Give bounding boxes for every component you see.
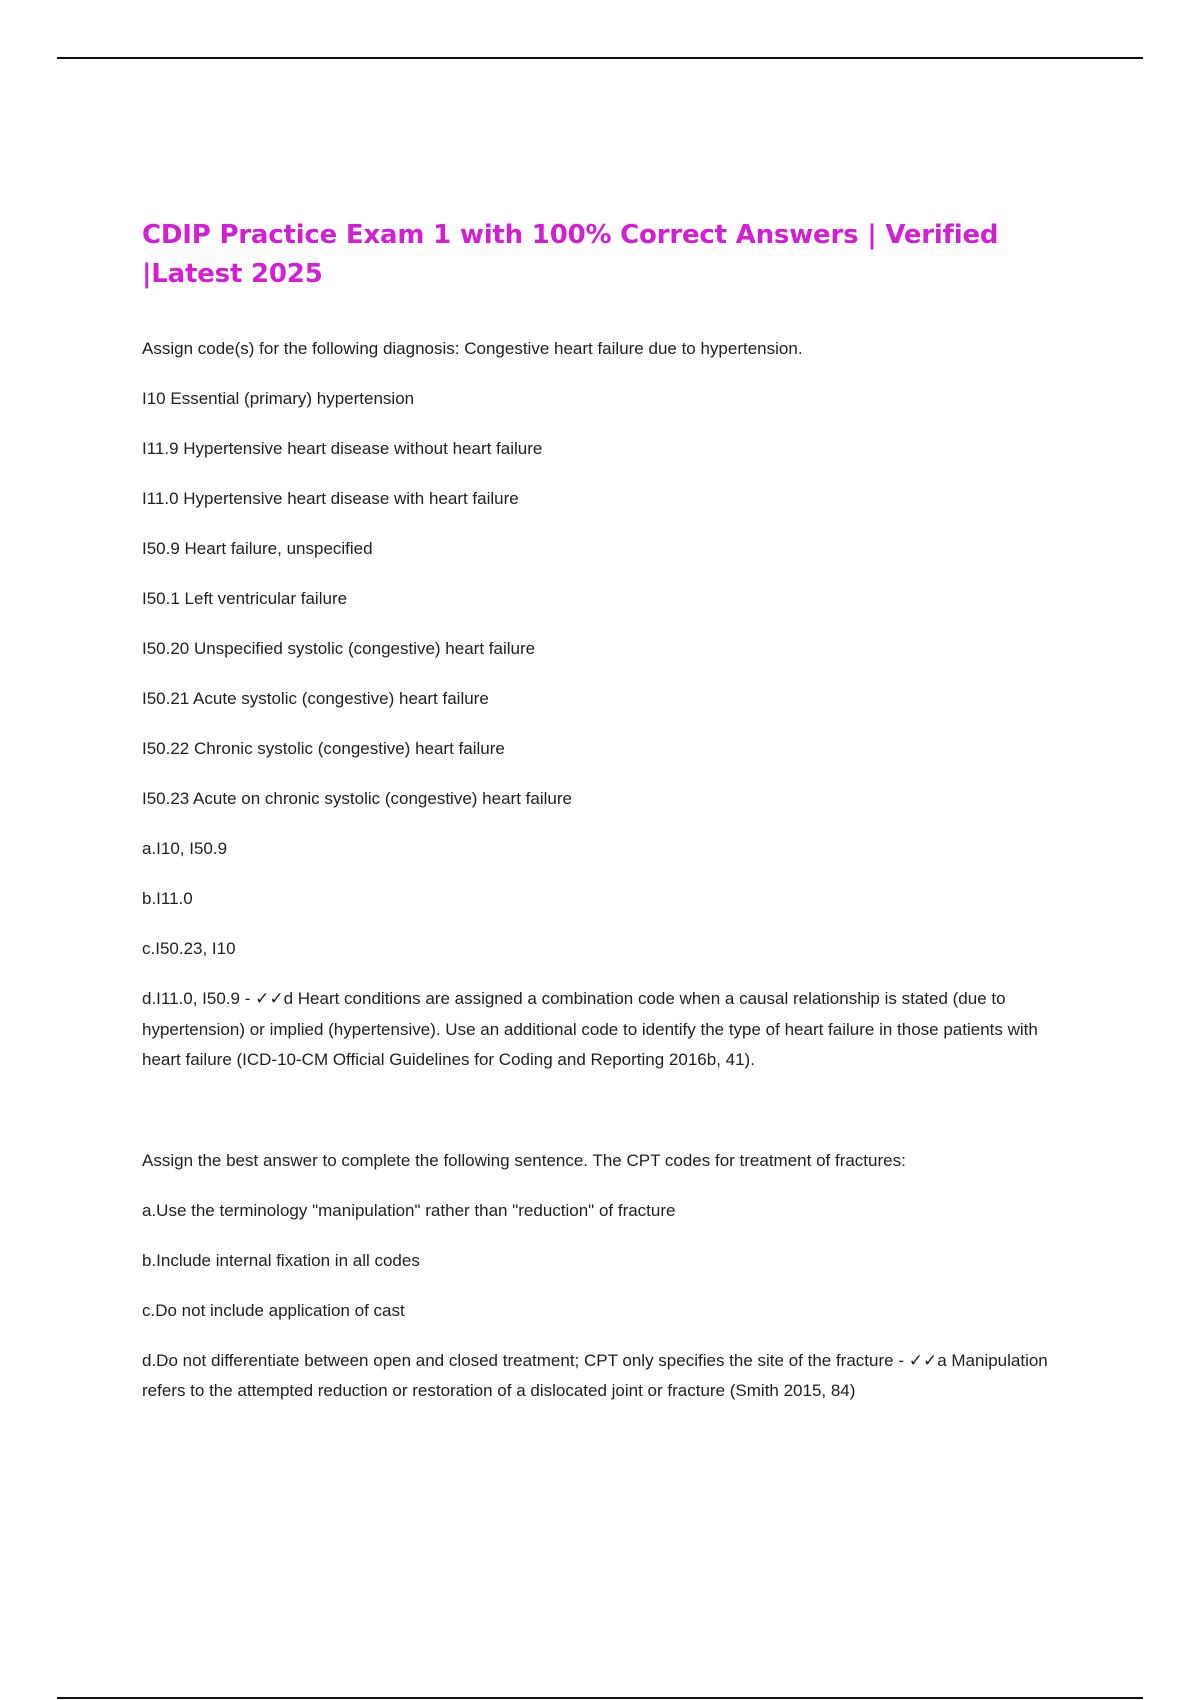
- question-prompt: Assign code(s) for the following diagnosis: Congestive heart failure due to hypertension.: [142, 339, 803, 358]
- question-separator: [142, 1096, 1062, 1146]
- correct-answer-rationale: d.I11.0, I50.9 - ✓✓d Heart conditions are assigned a combination code when a causal relationship is stated (due to hypertension) or implied (hypertensive). Use an additional code to identify the type of heart failure in those patients with heart failure (ICD-10-CM Official Guidelines for Coding and Reporting 2016b, 41).: [142, 989, 1038, 1069]
- reference-code: I50.21 Acute systolic (congestive) heart failure: [142, 689, 489, 708]
- reference-code: I11.9 Hypertensive heart disease without heart failure: [142, 439, 543, 458]
- reference-code: I50.1 Left ventricular failure: [142, 589, 348, 608]
- reference-code: I50.22 Chronic systolic (congestive) heart failure: [142, 739, 505, 758]
- answer-option-c: c.Do not include application of cast: [142, 1300, 405, 1320]
- question-prompt: Assign the best answer to complete the following sentence. The CPT codes for treatment of fractures:: [142, 1150, 906, 1170]
- answer-option-a: a.I10, I50.9: [142, 839, 228, 858]
- question-1: [142, 334, 1062, 1076]
- footer-rule: [57, 1697, 1143, 1699]
- answer-option-b: b.Include internal fixation in all codes: [142, 1250, 420, 1270]
- reference-code: I10 Essential (primary) hypertension: [142, 389, 415, 408]
- reference-code: I50.20 Unspecified systolic (congestive) heart failure: [142, 639, 536, 658]
- reference-code: I11.0 Hypertensive heart disease with heart failure: [142, 489, 519, 508]
- correct-answer-rationale: d.Do not differentiate between open and closed treatment; CPT only specifies the site of the fracture - ✓✓a Manipulation refers to the attempted reduction or restoration of a dislocated joint or fracture (Smith 2015, 84): [142, 1350, 1048, 1400]
- question-2: [142, 1146, 1062, 1407]
- reference-code: I50.23 Acute on chronic systolic (congestive) heart failure: [142, 789, 572, 808]
- answer-option-b: b.I11.0: [142, 889, 193, 908]
- header-rule: [57, 57, 1143, 59]
- reference-code: I50.9 Heart failure, unspecified: [142, 539, 373, 558]
- answer-option-c: c.I50.23, I10: [142, 939, 236, 958]
- document-body: [142, 216, 1062, 1427]
- document-title: CDIP Practice Exam 1 with 100% Correct Answers | Verified |Latest 2025: [142, 220, 999, 289]
- answer-option-a: a.Use the terminology "manipulation" rather than "reduction" of fracture: [142, 1200, 676, 1220]
